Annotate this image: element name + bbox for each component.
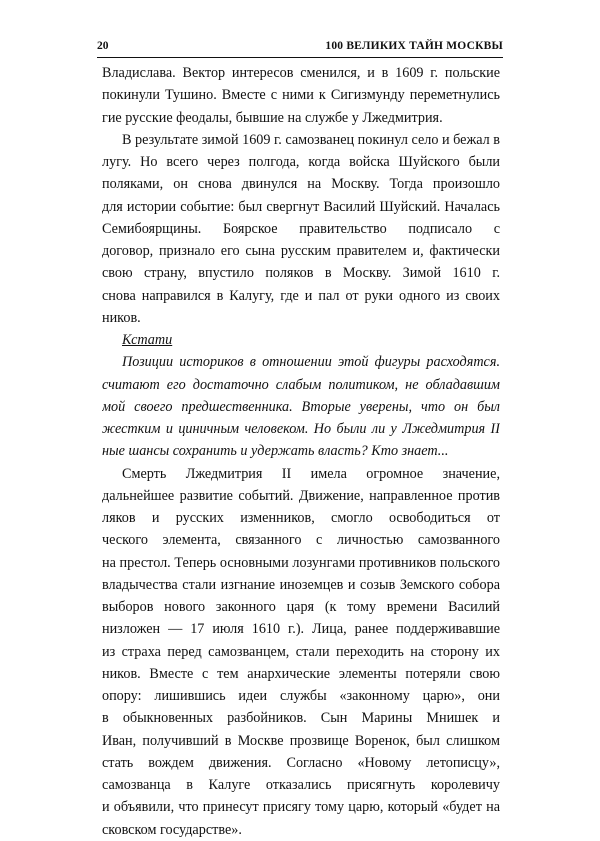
text-line: ников.	[102, 309, 141, 326]
text-line: опору: лишившись идеи службы «законному царю», они	[102, 688, 500, 704]
text-line: ников. Вместе с тем анархические элементы потеряли свою	[102, 665, 500, 682]
aside-line: считают его достаточно слабым политиком, не обладавшим	[102, 376, 500, 393]
aside-line: мой своего предшественника. Вторые уверены, что он был	[102, 398, 500, 415]
text-line: ческого элемента, связанного с личностью самозванного	[102, 532, 500, 549]
text-line: низложен — 17 июля 1610 г.). Лица, ранее поддерживавшие	[102, 621, 500, 638]
aside-line: ные шансы сохранить и удержать власть? Кто знает...	[102, 443, 449, 460]
text-line: Владислава. Вектор интересов сменился, и в 1609 г. польские	[102, 65, 500, 81]
text-line: дальнейшее развитие событий. Движение, направленное против	[102, 487, 500, 504]
text-line: на престол. Теперь основными лозунгами противников польского	[102, 554, 500, 571]
text-line: снова направился в Калугу, где и пал от руки одного из своих	[102, 287, 500, 304]
text-line: в обыкновенных разбойников. Сын Марины Мнишек и	[102, 710, 500, 727]
body-text	[102, 62, 500, 841]
text-line: сковском государстве».	[102, 821, 242, 838]
text-line: лугу. Но всего через полгода, когда войска Шуйского были	[102, 154, 500, 170]
text-line: договор, признало его сына русским правителем и, фактически	[102, 243, 500, 259]
text-line: Иван, получивший в Москве прозвище Воренок, был слишком	[102, 732, 500, 749]
text-line: Семибоярщины. Боярское правительство подписало с	[102, 220, 500, 237]
text-line: В результате зимой 1609 г. самозванец покинул село и бежал в	[122, 131, 500, 148]
text-line: стать вождем движения. Согласно «Новому летописцу»,	[102, 754, 500, 771]
page-number: 20	[97, 40, 109, 52]
text-line: владычества стали изгнание иноземцев и созыв Земского собора	[102, 576, 500, 593]
text-line: выборов нового законного царя (к тому времени Василий	[102, 599, 500, 615]
aside-line: Позиции историков в отношении этой фигуры расходятся.	[122, 354, 500, 371]
text-line: и объявили, что принесут присягу тому царю, который «будет на	[102, 799, 500, 816]
text-line: для истории событие: был свергнут Василий Шуйский. Началась	[102, 198, 500, 215]
text-line: покинули Тушино. Вместе с ними к Сигизмунду переметнулись	[102, 87, 500, 104]
text-line: свою страну, впустило поляков в Москву. Зимой 1610 г.	[102, 265, 500, 282]
aside-line: жестким и циничным человеком. Но были ли у Лжедмитрия II	[102, 421, 500, 437]
text-line: самозванца в Калуге отказались присягнуть королевичу	[102, 777, 500, 793]
header-rule	[97, 57, 503, 58]
aside-label: Кстати	[122, 332, 173, 348]
text-line: Смерть Лжедмитрия II имела огромное значение,	[122, 465, 500, 482]
text-line: поляками, он снова двинулся на Москву. Тогда произошло	[102, 176, 500, 193]
book-title: 100 ВЕЛИКИХ ТАЙН МОСКВЫ	[325, 40, 503, 52]
text-line: ляков и русских изменников, смогло освободиться от	[102, 510, 500, 526]
running-head	[97, 38, 503, 54]
text-line: гие русские феодалы, бывшие на службе у Лжедмитрия.	[102, 109, 443, 126]
text-line: из страха перед самозванцем, стали переходить на сторону их	[102, 643, 500, 660]
